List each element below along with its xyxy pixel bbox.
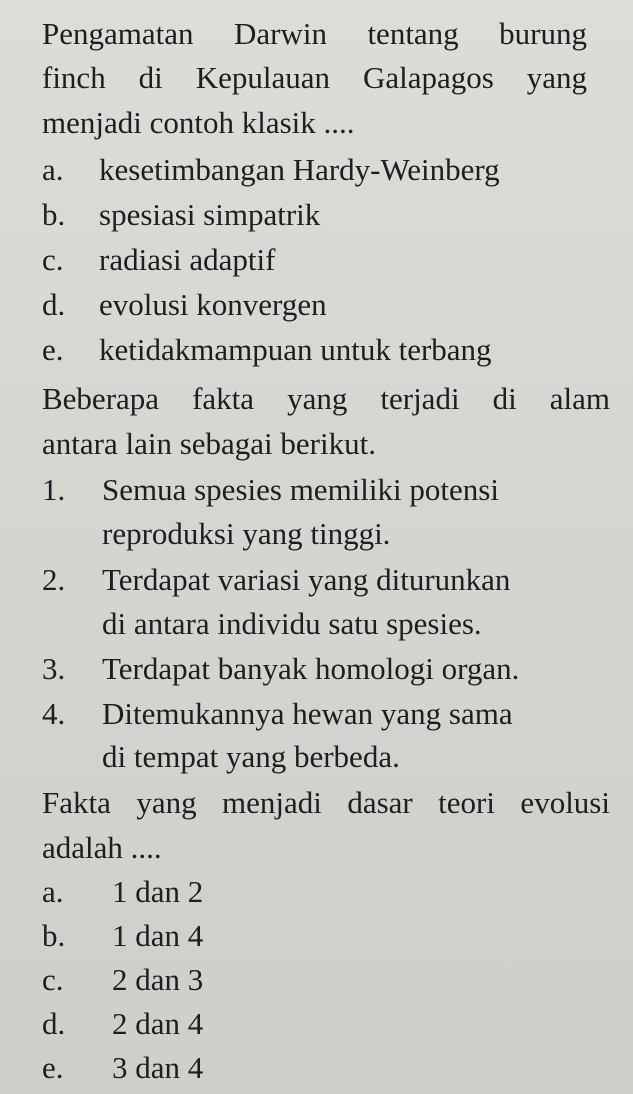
- q1-option-letter: c.: [42, 242, 64, 277]
- q2-option-text: 2 dan 3: [112, 962, 204, 997]
- fact-text-line-1: Terdapat banyak homologi organ.: [102, 651, 520, 686]
- q2-option-text: 1 dan 4: [112, 918, 204, 953]
- q1-option-a: [42, 150, 500, 190]
- q1-option-d: [42, 285, 327, 325]
- fact-item-4-cont: di tempat yang berbeda.: [102, 739, 400, 774]
- q2-option-b: [42, 916, 203, 956]
- q1-option-c: [42, 240, 275, 280]
- q2-option-letter: d.: [42, 1006, 66, 1041]
- q2-option-e: [42, 1048, 203, 1088]
- q2-option-c: [42, 960, 203, 1000]
- q1-stem-line-1: Pengamatan Darwin tentang burung: [42, 16, 587, 51]
- q2-option-text: 3 dan 4: [112, 1050, 204, 1085]
- q2-intro-line-1: Beberapa fakta yang terjadi di alam: [42, 381, 610, 416]
- q2-option-letter: e.: [42, 1050, 64, 1085]
- fact-item-3: [42, 649, 519, 689]
- q2-option-a: [42, 872, 203, 912]
- q1-option-text: evolusi konvergen: [99, 287, 327, 322]
- q1-stem-line-2: finch di Kepulauan Galapagos yang: [42, 60, 587, 95]
- q1-option-text: kesetimbangan Hardy-Weinberg: [99, 152, 500, 187]
- fact-number: 2.: [42, 562, 66, 597]
- fact-number: 4.: [42, 696, 66, 731]
- q1-option-text: radiasi adaptif: [99, 242, 276, 277]
- q1-option-text: ketidakmampuan untuk terbang: [99, 332, 492, 367]
- fact-number: 3.: [42, 651, 66, 686]
- fact-item-4: [42, 694, 513, 734]
- q1-option-b: [42, 195, 320, 235]
- q2-stem-line-2: adalah ....: [42, 830, 162, 865]
- fact-item-1-cont: reproduksi yang tinggi.: [102, 516, 391, 551]
- q1-option-letter: a.: [42, 152, 64, 187]
- q2-option-letter: c.: [42, 962, 64, 997]
- q1-option-letter: d.: [42, 287, 66, 322]
- fact-text-line-1: Semua spesies memiliki potensi: [102, 472, 499, 507]
- fact-item-2-cont: di antara individu satu spesies.: [102, 606, 482, 641]
- fact-text-line-1: Ditemukannya hewan yang sama: [102, 696, 513, 731]
- fact-text-line-1: Terdapat variasi yang diturunkan: [102, 562, 511, 597]
- q1-option-letter: e.: [42, 332, 64, 367]
- q2-intro-line-2: antara lain sebagai berikut.: [42, 426, 376, 461]
- q2-option-letter: b.: [42, 918, 66, 953]
- q2-option-text: 1 dan 2: [112, 874, 204, 909]
- fact-number: 1.: [42, 472, 66, 507]
- q2-stem-line-1: Fakta yang menjadi dasar teori evolusi: [42, 785, 610, 820]
- q1-option-letter: b.: [42, 197, 66, 232]
- q1-option-e: [42, 330, 492, 370]
- q2-option-text: 2 dan 4: [112, 1006, 204, 1041]
- fact-item-2: [42, 560, 510, 600]
- q2-option-d: [42, 1004, 203, 1044]
- q1-option-text: spesiasi simpatrik: [99, 197, 321, 232]
- fact-item-1: [42, 470, 499, 510]
- q1-stem-line-3: menjadi contoh klasik ....: [42, 105, 355, 140]
- q2-option-letter: a.: [42, 874, 64, 909]
